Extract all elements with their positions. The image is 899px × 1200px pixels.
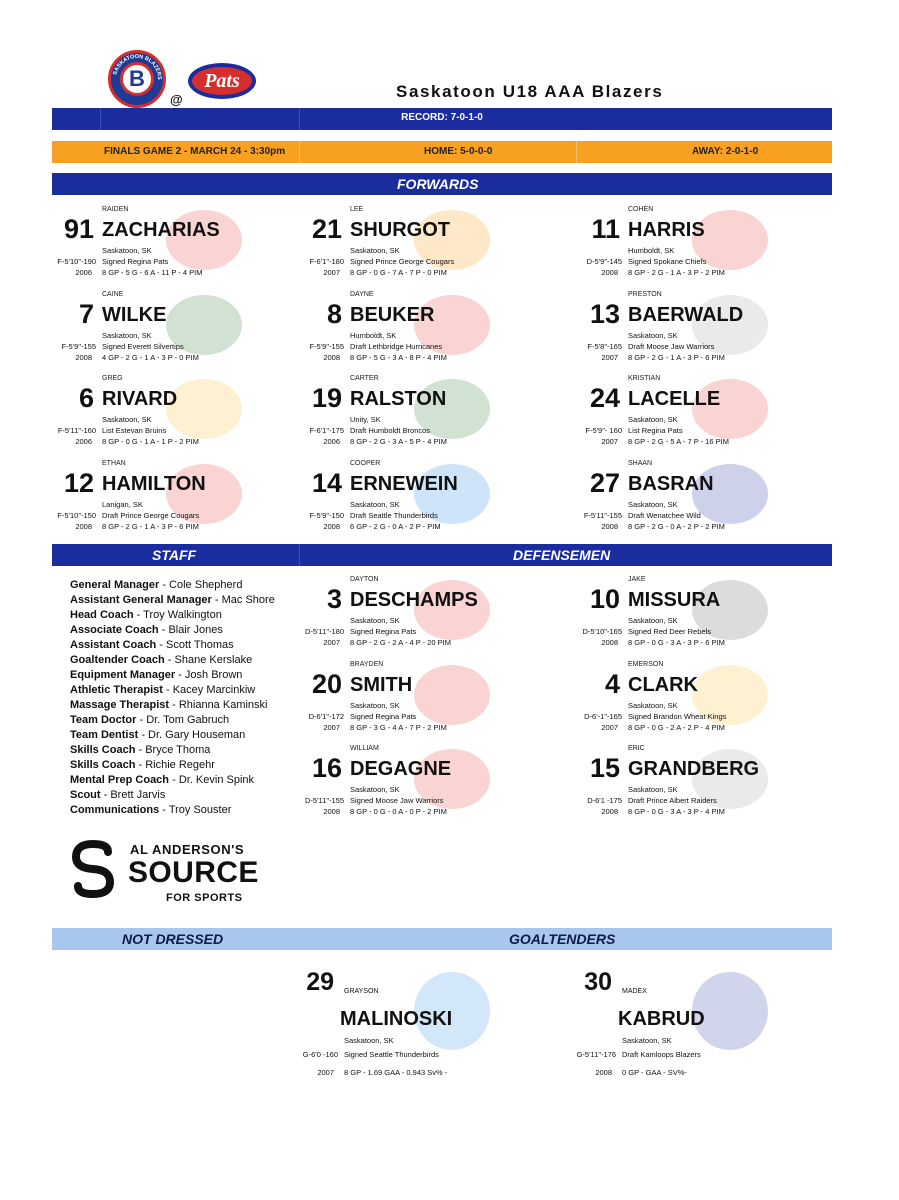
- player-last-name: ERNEWEIN: [350, 473, 458, 495]
- player-number: 27: [589, 468, 620, 498]
- player-first-name: RAIDEN: [102, 206, 129, 213]
- player-hometown: Saskatoon, SK: [102, 415, 152, 424]
- player-birth-year: 2008: [601, 268, 618, 277]
- player-card: [48, 291, 308, 371]
- player-card: [48, 206, 308, 286]
- player-birth-year: 2008: [75, 353, 92, 362]
- source-s-icon: [66, 838, 120, 900]
- player-card: [296, 745, 556, 825]
- staff-line: Mental Prep Coach - Dr. Kevin Spink: [70, 774, 255, 786]
- player-stats: 8 GP - 2 G - 5 A - 7 P - 16 PIM: [628, 437, 730, 446]
- player-stats: 8 GP - 2 G - 1 A - 3 P - 6 PIM: [628, 353, 725, 362]
- player-position-height-weight: D-5'11"-180: [305, 627, 344, 636]
- player-last-name: KABRUD: [618, 1008, 705, 1030]
- player-position-height-weight: D-6'1 -175: [587, 796, 622, 805]
- player-birth-year: 2008: [601, 807, 618, 816]
- player-team-status: Draft Kamloops Blazers: [622, 1050, 701, 1059]
- player-card: [296, 460, 556, 540]
- player-team-status: Signed Moose Jaw Warriors: [350, 796, 444, 805]
- player-last-name: MALINOSKI: [340, 1008, 453, 1030]
- player-card: [48, 460, 308, 540]
- sponsor-line3: FOR SPORTS: [166, 892, 243, 904]
- player-team-status: Draft Wenatchee Wild: [628, 511, 701, 520]
- player-first-name: COOPER: [350, 460, 381, 467]
- player-birth-year: 2008: [595, 1068, 612, 1077]
- player-first-name: EMERSON: [628, 661, 664, 668]
- player-first-name: DAYTON: [350, 576, 379, 583]
- player-position-height-weight: D-6'-1"-165: [584, 712, 622, 721]
- player-number: 12: [63, 468, 94, 498]
- staff-line: Team Dentist - Dr. Gary Houseman: [70, 729, 246, 741]
- player-first-name: SHAAN: [628, 460, 653, 467]
- player-team-status: Draft Humboldt Broncos: [350, 426, 431, 435]
- player-first-name: DAYNE: [350, 291, 374, 298]
- pats-logo-text: Pats: [204, 70, 240, 92]
- finals-bar: [52, 141, 832, 163]
- player-position-height-weight: F-5'10"-150: [57, 511, 96, 520]
- player-stats: 8 GP - 2 G - 2 A - 4 P - 20 PIM: [350, 638, 452, 647]
- player-team-status: Signed Brandon Wheat Kings: [628, 712, 727, 721]
- player-card: [574, 745, 834, 825]
- player-last-name: RALSTON: [350, 388, 447, 410]
- player-team-status: Signed Prince George Cougars: [350, 257, 455, 266]
- player-hometown: Saskatoon, SK: [628, 415, 678, 424]
- player-number: 3: [326, 584, 342, 614]
- player-last-name: SHURGOT: [350, 219, 450, 241]
- sponsor-line1: AL ANDERSON'S: [130, 842, 245, 857]
- player-hometown: Saskatoon, SK: [350, 785, 400, 794]
- player-card: [296, 375, 556, 455]
- player-number: 29: [306, 968, 334, 996]
- player-position-height-weight: F-5'10"-190: [57, 257, 96, 266]
- player-team-status: List Regina Pats: [628, 426, 683, 435]
- player-team-status: List Estevan Bruins: [102, 426, 167, 435]
- player-hometown: Humboldt, SK: [628, 246, 675, 255]
- player-first-name: LEE: [350, 206, 364, 213]
- player-position-height-weight: F-5'11"-160: [57, 426, 96, 435]
- player-hometown: Saskatoon, SK: [628, 616, 678, 625]
- player-number: 16: [311, 753, 342, 783]
- player-position-height-weight: F-5'8"-165: [587, 342, 622, 351]
- player-first-name: ERIC: [628, 745, 645, 752]
- player-birth-year: 2006: [75, 437, 92, 446]
- staff-line: General Manager - Cole Shepherd: [70, 579, 243, 591]
- goalie-header: [52, 928, 832, 950]
- player-stats: 8 GP - 5 G - 6 A - 11 P - 4 PIM: [102, 268, 203, 277]
- blazers-logo-ring-text: SASKATOON BLAZERS: [112, 53, 163, 80]
- player-birth-year: 2008: [601, 638, 618, 647]
- staff-line: Head Coach - Troy Walkington: [70, 609, 222, 621]
- player-birth-year: 2007: [601, 353, 618, 362]
- record-bar: [52, 108, 832, 130]
- player-card: [296, 576, 556, 656]
- staff-line: Skills Coach - Richie Regehr: [70, 759, 215, 771]
- player-first-name: KRISTIAN: [628, 375, 661, 382]
- staff-line: Goaltender Coach - Shane Kerslake: [70, 654, 253, 666]
- player-number: 13: [589, 299, 620, 329]
- blazers-logo-ring: [108, 50, 166, 108]
- player-team-status: Signed Spokane Chiefs: [628, 257, 707, 266]
- player-last-name: HARRIS: [628, 219, 705, 241]
- player-number: 14: [311, 468, 342, 498]
- staff-line: Communications - Troy Souster: [70, 804, 232, 816]
- svg-text:SASKATOON BLAZERS: [112, 54, 162, 80]
- player-last-name: LACELLE: [628, 388, 721, 410]
- player-position-height-weight: D-5'9"-145: [586, 257, 622, 266]
- player-last-name: GRANDBERG: [628, 758, 760, 780]
- staff-line: Massage Therapist - Rhianna Kaminski: [70, 699, 268, 711]
- goalie-card: [572, 968, 832, 1088]
- player-hometown: Saskatoon, SK: [350, 701, 400, 710]
- player-last-name: CLARK: [628, 674, 698, 696]
- player-stats: 8 GP - 2 G - 1 A - 3 P - 6 PIM: [102, 522, 199, 531]
- player-hometown: Humboldt, SK: [350, 331, 397, 340]
- player-number: 4: [604, 669, 620, 699]
- player-card: [48, 375, 308, 455]
- player-last-name: BAERWALD: [628, 304, 744, 326]
- player-hometown: Saskatoon, SK: [344, 1036, 394, 1045]
- player-hometown: Saskatoon, SK: [628, 500, 678, 509]
- player-birth-year: 2008: [601, 522, 618, 531]
- defensemen-title: DEFENSEMEN: [513, 547, 611, 563]
- player-card: [574, 460, 834, 540]
- player-number: 6: [78, 383, 94, 413]
- not-dressed-title: NOT DRESSED: [122, 931, 224, 947]
- player-birth-year: 2007: [317, 1068, 334, 1077]
- player-last-name: DESCHAMPS: [350, 589, 478, 611]
- player-team-status: Draft Moose Jaw Warriors: [628, 342, 715, 351]
- player-last-name: WILKE: [102, 304, 167, 326]
- staff-line: Assistant General Manager - Mac Shore: [70, 594, 275, 606]
- player-first-name: GRAYSON: [344, 988, 379, 995]
- player-hometown: Saskatoon, SK: [102, 246, 152, 255]
- player-last-name: MISSURA: [628, 589, 721, 611]
- player-hometown: Unity, SK: [350, 415, 381, 424]
- player-position-height-weight: F-5'11"-155: [583, 511, 622, 520]
- staff-line: Athletic Therapist - Kacey Marcinkiw: [70, 684, 256, 696]
- player-last-name: HAMILTON: [102, 473, 206, 495]
- goaltenders-title: GOALTENDERS: [509, 931, 616, 947]
- staff-line: Associate Coach - Blair Jones: [70, 624, 223, 636]
- player-team-status: Draft Prince George Cougars: [102, 511, 200, 520]
- player-birth-year: 2007: [323, 638, 340, 647]
- player-position-height-weight: D-6'1"-172: [308, 712, 344, 721]
- player-stats: 0 GP - GAA - SV%-: [622, 1068, 687, 1077]
- player-stats: 8 GP - 1.69 GAA - 0.943 Sv% -: [344, 1068, 448, 1077]
- player-birth-year: 2007: [323, 268, 340, 277]
- player-team-status: Signed Regina Pats: [350, 712, 417, 721]
- sponsor-line2: SOURCE: [128, 856, 259, 889]
- player-position-height-weight: D-5'10"-165: [582, 627, 622, 636]
- staff-title: STAFF: [152, 547, 197, 563]
- player-birth-year: 2007: [601, 437, 618, 446]
- player-stats: 8 GP - 0 G - 2 A - 2 P - 4 PIM: [628, 723, 725, 732]
- player-position-height-weight: F-5'9"- 160: [585, 426, 622, 435]
- player-team-status: Draft Seattle Thunderbirds: [350, 511, 438, 520]
- at-symbol: @: [170, 92, 183, 107]
- player-team-status: Signed Seattle Thunderbirds: [344, 1050, 439, 1059]
- player-number: 15: [589, 753, 620, 783]
- blazers-logo-letter: B: [120, 62, 154, 96]
- player-hometown: Saskatoon, SK: [628, 701, 678, 710]
- player-team-status: Signed Regina Pats: [102, 257, 169, 266]
- player-stats: 8 GP - 0 G - 3 A - 3 P - 6 PIM: [628, 638, 725, 647]
- player-last-name: SMITH: [350, 674, 413, 696]
- player-position-height-weight: F-6'1"-175: [309, 426, 344, 435]
- player-number: 10: [589, 584, 620, 614]
- player-card: [296, 206, 556, 286]
- player-card: [574, 375, 834, 455]
- player-birth-year: 2007: [601, 723, 618, 732]
- player-stats: 4 GP - 2 G - 1 A - 3 P - 0 PIM: [102, 353, 199, 362]
- player-team-status: Signed Everett Silvertips: [102, 342, 184, 351]
- player-birth-year: 2006: [323, 437, 340, 446]
- finals-game-label: FINALS GAME 2 - MARCH 24 - 3:30pm: [104, 146, 286, 157]
- forwards-title: FORWARDS: [397, 176, 479, 192]
- player-position-height-weight: D-5'11"-155: [305, 796, 344, 805]
- player-first-name: GREG: [102, 375, 123, 382]
- player-position-height-weight: G-5'11"-176: [576, 1050, 616, 1059]
- player-birth-year: 2006: [75, 268, 92, 277]
- player-stats: 8 GP - 2 G - 0 A - 2 P - 2 PIM: [628, 522, 725, 531]
- player-number: 20: [311, 669, 342, 699]
- player-last-name: ZACHARIAS: [102, 219, 220, 241]
- player-birth-year: 2008: [323, 807, 340, 816]
- staff-line: Assistant Coach - Scott Thomas: [70, 639, 234, 651]
- player-number: 91: [63, 214, 94, 244]
- player-birth-year: 2007: [323, 723, 340, 732]
- player-card: [574, 661, 834, 741]
- player-hometown: Lanigan, SK: [102, 500, 143, 509]
- player-card: [574, 291, 834, 371]
- home-record: HOME: 5-0-0-0: [424, 146, 493, 157]
- staff-defense-header: [52, 544, 832, 566]
- team-watermark: [414, 665, 490, 725]
- staff-line: Skills Coach - Bryce Thoma: [70, 744, 211, 756]
- staff-line: Equipment Manager - Josh Brown: [70, 669, 243, 681]
- player-first-name: CAINE: [102, 291, 124, 298]
- player-hometown: Saskatoon, SK: [628, 785, 678, 794]
- player-hometown: Saskatoon, SK: [350, 246, 400, 255]
- player-card: [296, 661, 556, 741]
- player-first-name: PRESTON: [628, 291, 662, 298]
- player-position-height-weight: F-5'9"-155: [61, 342, 96, 351]
- player-number: 24: [589, 383, 620, 413]
- player-last-name: BASRAN: [628, 473, 714, 495]
- player-first-name: BRAYDEN: [350, 661, 384, 668]
- player-position-height-weight: F-5'9"-150: [309, 511, 344, 520]
- player-first-name: MADEX: [622, 988, 647, 995]
- pats-logo: [186, 55, 258, 103]
- player-number: 21: [311, 214, 342, 244]
- player-birth-year: 2008: [75, 522, 92, 531]
- player-stats: 8 GP - 0 G - 7 A - 7 P - 0 PIM: [350, 268, 447, 277]
- player-number: 30: [584, 968, 612, 996]
- player-stats: 8 GP - 2 G - 1 A - 3 P - 2 PIM: [628, 268, 725, 277]
- staff-list: [70, 578, 300, 818]
- blazers-logo: [108, 50, 166, 108]
- player-first-name: WILLIAM: [350, 745, 379, 752]
- player-team-status: Draft Lethbridge Hurricanes: [350, 342, 443, 351]
- staff-line: Scout - Brett Jarvis: [70, 789, 166, 801]
- player-stats: 8 GP - 0 G - 1 A - 1 P - 2 PIM: [102, 437, 199, 446]
- player-last-name: DEGAGNE: [350, 758, 452, 780]
- player-number: 8: [326, 299, 342, 329]
- player-first-name: ETHAN: [102, 460, 126, 467]
- player-team-status: Signed Red Deer Rebels: [628, 627, 711, 636]
- player-birth-year: 2008: [323, 353, 340, 362]
- player-hometown: Saskatoon, SK: [628, 331, 678, 340]
- player-stats: 8 GP - 0 G - 0 A - 0 P - 2 PIM: [350, 807, 447, 816]
- player-hometown: Saskatoon, SK: [622, 1036, 672, 1045]
- player-hometown: Saskatoon, SK: [102, 331, 152, 340]
- player-last-name: BEUKER: [350, 304, 435, 326]
- player-stats: 6 GP - 2 G - 0 A - 2 P - PIM: [350, 522, 441, 531]
- record-text: RECORD: 7-0-1-0: [401, 112, 483, 123]
- player-number: 7: [78, 299, 94, 329]
- player-stats: 8 GP - 5 G - 3 A - 8 P - 4 PIM: [350, 353, 447, 362]
- player-number: 11: [591, 214, 620, 244]
- player-first-name: JAKE: [628, 576, 646, 583]
- staff-line: Team Doctor - Dr. Tom Gabruch: [70, 714, 230, 726]
- player-number: 19: [311, 383, 342, 413]
- away-record: AWAY: 2-0-1-0: [692, 146, 759, 157]
- player-stats: 8 GP - 3 G - 4 A - 7 P - 2 PIM: [350, 723, 447, 732]
- player-stats: 8 GP - 0 G - 3 A - 3 P - 4 PIM: [628, 807, 725, 816]
- player-position-height-weight: F-5'9"-155: [309, 342, 344, 351]
- player-stats: 8 GP - 2 G - 3 A - 5 P - 4 PIM: [350, 437, 447, 446]
- player-team-status: Draft Prince Albert Raiders: [628, 796, 717, 805]
- player-first-name: COHEN: [628, 206, 654, 213]
- player-position-height-weight: F-6'1"-180: [309, 257, 344, 266]
- team-watermark: [166, 379, 242, 439]
- player-hometown: Saskatoon, SK: [350, 616, 400, 625]
- goalie-card: [294, 968, 554, 1088]
- forwards-header: [52, 173, 832, 195]
- player-hometown: Saskatoon, SK: [350, 500, 400, 509]
- player-position-height-weight: G-6'0 -160: [302, 1050, 338, 1059]
- player-card: [574, 206, 834, 286]
- player-birth-year: 2008: [323, 522, 340, 531]
- player-team-status: Signed Regina Pats: [350, 627, 417, 636]
- sponsor-logo: [54, 824, 280, 920]
- page-title: Saskatoon U18 AAA Blazers: [396, 82, 664, 101]
- player-first-name: CARTER: [350, 375, 379, 382]
- player-last-name: RIVARD: [102, 388, 178, 410]
- player-card: [574, 576, 834, 656]
- player-card: [296, 291, 556, 371]
